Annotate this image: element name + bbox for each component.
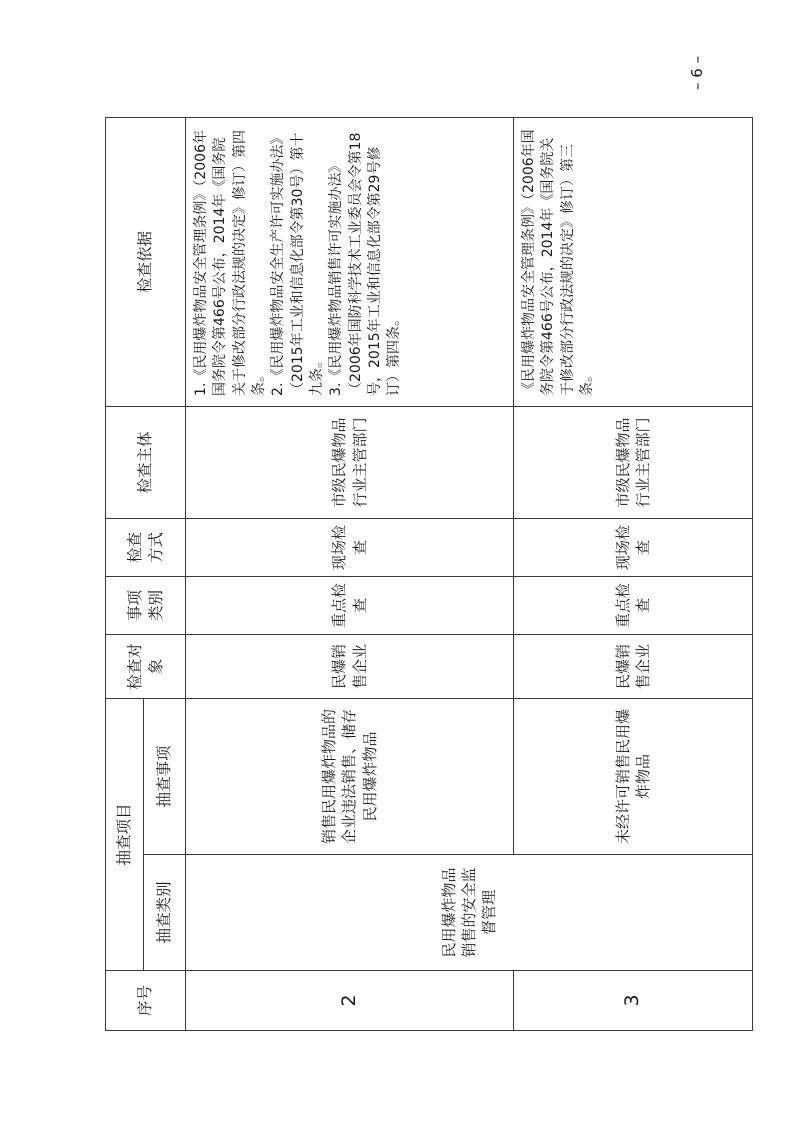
page-number: – 6 – [688, 55, 706, 90]
header-sampling-items: 抽查项目 [106, 698, 144, 970]
row-subject: 市级民爆物品行业主管部门 [514, 406, 753, 518]
row-matter: 未经许可销售民用爆炸物品 [514, 698, 753, 854]
row-subject: 市级民爆物品行业主管部门 [186, 406, 514, 518]
basis-item: 1.《民用爆炸物品安全管理条例》（2006年国务院令第466号公布，2014年《国务院关于修改部分行政法规的决定》修订）第四条。 [193, 129, 267, 396]
header-method: 检查方式 [106, 518, 186, 576]
header-subject: 检查主体 [106, 406, 186, 518]
row-method: 现场检查 [514, 518, 753, 576]
row-basis [186, 117, 514, 406]
row-matter-type: 重点检查 [514, 576, 753, 634]
basis-item: 2.《民用爆炸物品安全生产许可实施办法》（2015年工业和信息化部令第30号）第十九条。 [270, 130, 325, 396]
row-seq: 2 [186, 971, 514, 1031]
header-sampling-category: 抽查类别 [144, 855, 186, 971]
header-target: 检查对象 [106, 634, 186, 698]
inspection-table-frame [105, 118, 752, 1031]
header-sampling-matter: 抽查事项 [144, 698, 186, 854]
header-seq: 序号 [106, 971, 186, 1031]
row-matter-type: 重点检查 [186, 576, 514, 634]
row-seq: 3 [514, 971, 753, 1031]
row-matter: 销售民用爆炸物品的企业违法销售、储存民用爆炸物品 [186, 698, 514, 854]
inspection-table [105, 117, 753, 1031]
row-target: 民爆销售企业 [186, 634, 514, 698]
header-matter-type: 事项类别 [106, 576, 186, 634]
basis-item: 《民用爆炸物品安全管理条例》（2006年国务院令第466号公布，2014年《国务院关于修改部分行政法规的决定》修订）第三条。 [521, 129, 595, 396]
row-category: 民用爆炸物品销售的安全监督管理 [186, 855, 753, 971]
header-basis: 检查依据 [106, 117, 186, 406]
row-target: 民爆销售企业 [514, 634, 753, 698]
header-row [106, 117, 144, 1030]
table-row [186, 117, 514, 1030]
basis-item: 3.《民用爆炸物品销售许可实施办法》（2006年国防科学技术工业委员会令第18号，2015年工业和信息化部令第29号修订）第四条。 [328, 132, 403, 396]
row-basis [514, 117, 753, 406]
row-method: 现场检查 [186, 518, 514, 576]
